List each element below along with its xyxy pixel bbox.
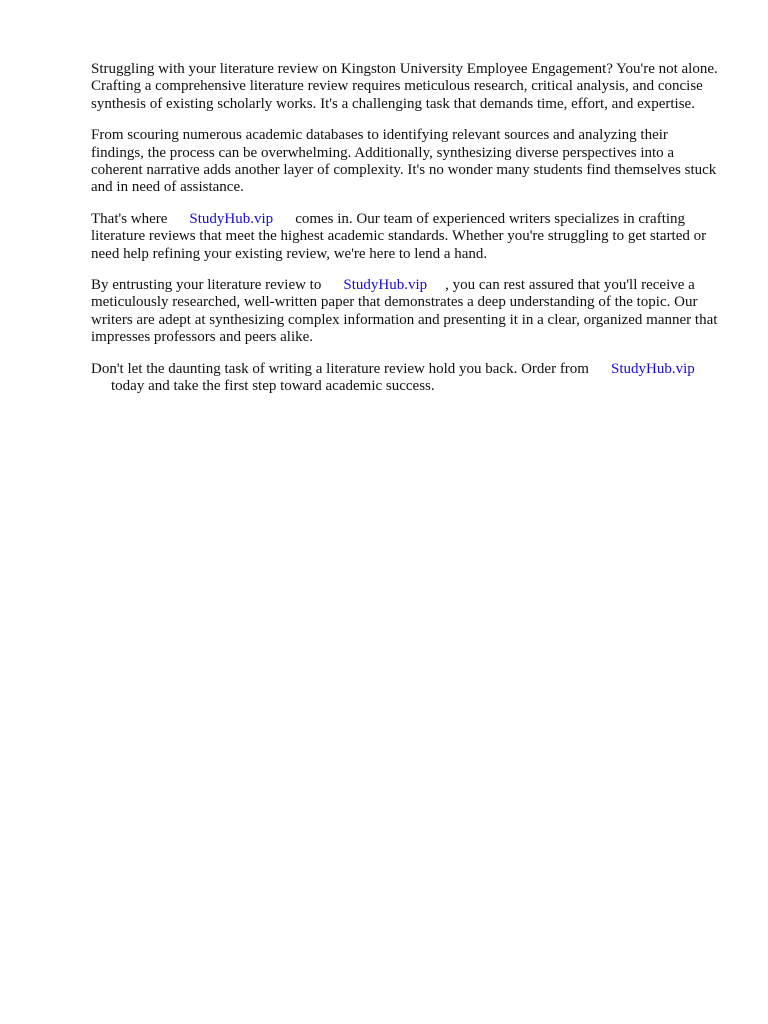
paragraph-call-to-action-rest: today and take the first step toward academic success. [111, 378, 435, 395]
paragraph-intro: Struggling with your literature review on Kingston University Employee Engagement? You're not alone. Crafting a comprehensive literature review requires meticulous research, critical analysis, and concise synthesis of existing scholarly works. It's a challenging task that demands time, effort, and expertise. [91, 61, 718, 112]
paragraph-challenges: From scouring numerous academic databases to identifying relevant sources and analyzing their findings, the process can be overwhelming. Additionally, synthesizing diverse perspectives into a coherent narrative adds another layer of complexity. It's no wonder many students find themselves stuck and in need of assistance. [91, 127, 717, 196]
studyhub-link[interactable]: StudyHub.vip [189, 210, 274, 227]
paragraph-assurance-lead: By entrusting your literature review to [91, 277, 322, 294]
paragraph-assurance [91, 277, 721, 347]
document-body [91, 61, 721, 410]
paragraph-assurance-rest: , you can rest assured that you'll receive a meticulously researched, well-written paper that demonstrates a deep understanding of the topic. Our writers are adept at synthesizing complex information and presenting it in a clear, organized manner that impresses professors and peers alike. [91, 277, 718, 346]
paragraph-service-intro-rest: comes in. Our team of experienced writers specializes in crafting literature reviews that meet the highest academic standards. Whether you're struggling to get started or need help refining your existing review, we're here to lend a hand. [91, 210, 707, 262]
paragraph-service-intro-lead: That's where [91, 210, 168, 227]
paragraph-call-to-action-lead: Don't let the daunting task of writing a literature review hold you back. Order from [91, 360, 589, 377]
studyhub-link[interactable]: StudyHub.vip [610, 360, 695, 377]
paragraph-call-to-action [91, 361, 721, 396]
paragraph-service-intro [91, 211, 721, 263]
studyhub-link[interactable]: StudyHub.vip [343, 277, 428, 294]
